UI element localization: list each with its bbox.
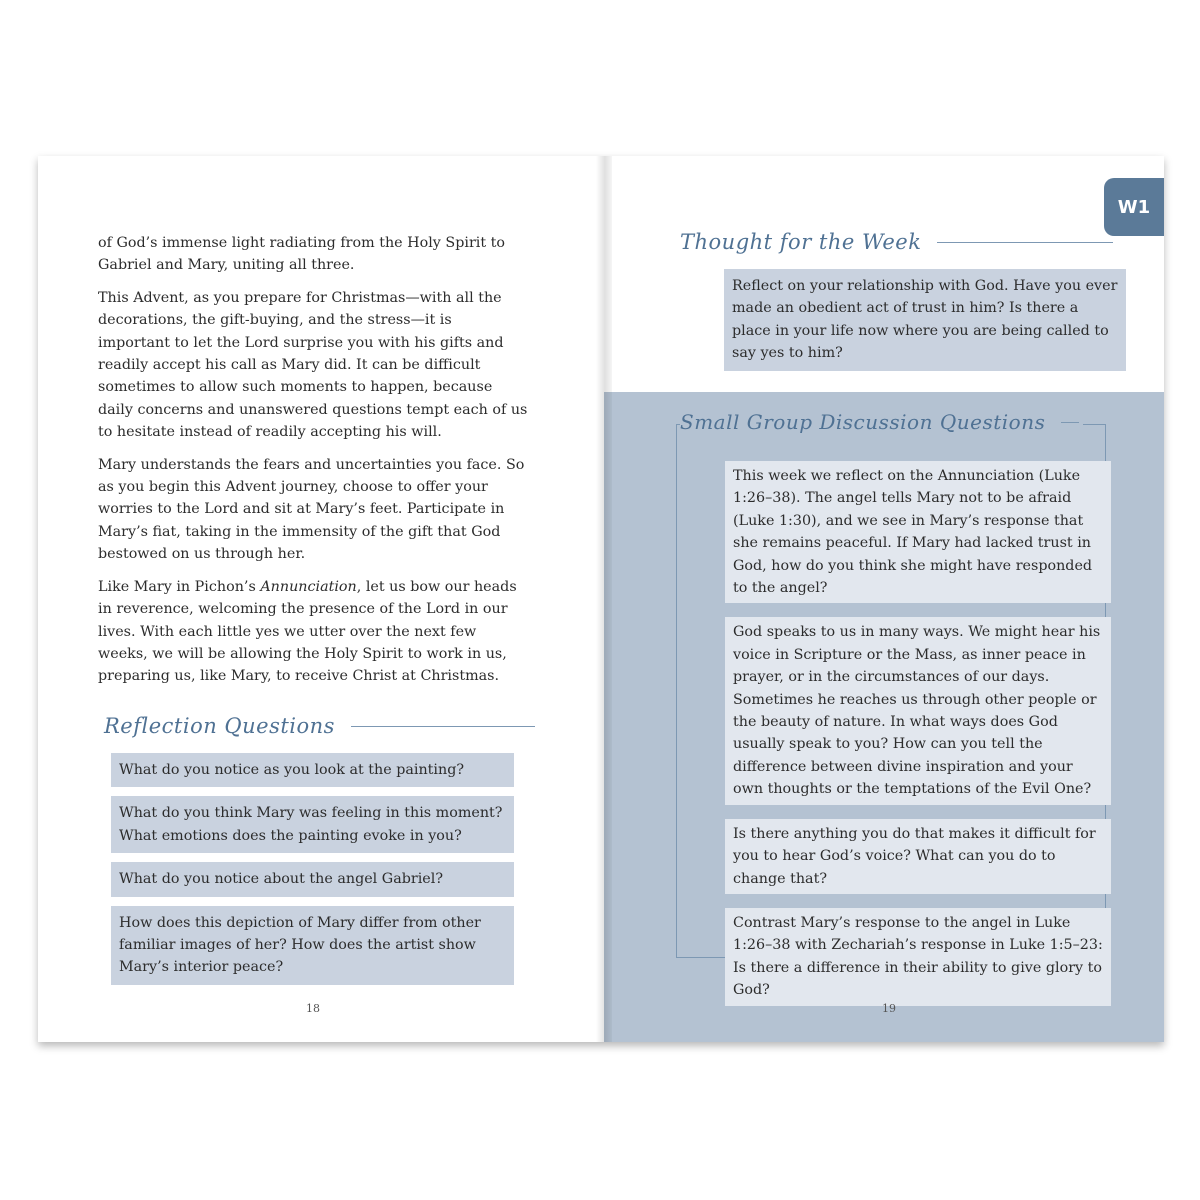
reflection-question-list	[111, 753, 514, 994]
paragraph-1: of God’s immense light radiating from the Holy Spirit to Gabriel and Mary, uniting all three.	[98, 235, 506, 274]
paragraph-4	[98, 576, 528, 688]
thought-heading-text: Thought for the Week	[680, 230, 922, 254]
group-question: Is there anything you do that makes it difficult for you to hear God’s voice? What can you do to change that?	[725, 819, 1111, 894]
reflection-heading-text: Reflection Questions	[104, 714, 335, 738]
paragraph-3: Mary understands the fears and uncertainties you face. So as you begin this Advent journey, choose to offer your worries to the Lord and sit at Mary’s feet. Participate in Mary’s fiat, taking in the immensity of the gift that God bestowed on us through her.	[98, 456, 525, 563]
reflection-question: How does this depiction of Mary differ from other familiar images of her? How does the artist show Mary’s interior peace?	[111, 906, 514, 985]
reflection-heading	[104, 714, 535, 738]
paragraph-2: This Advent, as you prepare for Christmas—with all the decorations, the gift-buying, and the stress—it is important to let the Lord surprise you with his gifts and readily accept his call as Mary did. It can be difficult sometimes to allow such moments to happen, because daily concerns and unanswered questions tempt each of us to hesitate instead of readily accepting his will.	[98, 289, 528, 441]
heading-rule	[1061, 422, 1079, 423]
group-question: Contrast Mary’s response to the angel in Luke 1:26–38 with Zechariah’s response in Luke 1:5–23: Is there a difference in their ability to give glory to God?	[725, 908, 1111, 1006]
reflection-question: What do you notice about the angel Gabriel?	[111, 862, 514, 896]
thought-heading	[680, 230, 1113, 254]
heading-rule	[937, 242, 1113, 243]
group-heading	[680, 410, 1083, 434]
left-body-text	[98, 232, 528, 698]
left-page	[38, 156, 604, 1042]
group-heading-text: Small Group Discussion Questions	[680, 410, 1046, 434]
page-number-left: 18	[306, 1002, 320, 1015]
paragraph-4-end: , let us bow our heads in reverence, welcoming the presence of the Lord in our lives. With each little yes we utter over the next few weeks, we will be allowing the Holy Spirit to work in us, preparing us, like Mary, to receive Christ at Christmas.	[98, 578, 517, 685]
right-page	[604, 156, 1164, 1042]
week-tab: W1	[1104, 178, 1164, 236]
book-spread	[38, 156, 1164, 1042]
reflection-question: What do you think Mary was feeling in this moment? What emotions does the painting evoke in you?	[111, 796, 514, 853]
page-number-right: 19	[882, 1002, 896, 1015]
thought-box: Reflect on your relationship with God. Have you ever made an obedient act of trust in him? Is there a place in your life now where you are being called to say yes to him?	[724, 269, 1126, 371]
book-gutter	[596, 156, 612, 1042]
group-question: God speaks to us in many ways. We might hear his voice in Scripture or the Mass, as inner peace in prayer, or in the circumstances of our days. Sometimes he reaches us through other people or the beauty of nature. In what ways does God usually speak to you? How can you tell the difference between divine inspiration and your own thoughts or the temptations of the Evil One?	[725, 617, 1111, 804]
heading-rule	[351, 726, 535, 727]
group-question-list	[725, 461, 1111, 1020]
group-question: This week we reflect on the Annunciation (Luke 1:26–38). The angel tells Mary not to be afraid (Luke 1:30), and we see in Mary’s response that she remains peaceful. If Mary had lacked trust in God, how do you think she might have responded to the angel?	[725, 461, 1111, 603]
painting-title: Annunciation	[260, 578, 357, 595]
reflection-question: What do you notice as you look at the painting?	[111, 753, 514, 787]
paragraph-4-start: Like Mary in Pichon’s	[98, 578, 261, 595]
